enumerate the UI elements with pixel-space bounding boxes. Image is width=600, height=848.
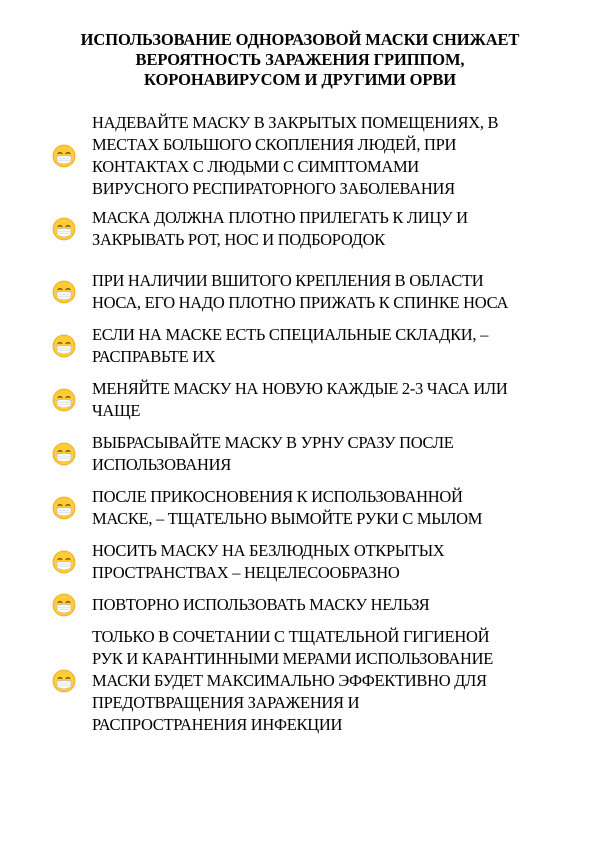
list-item-line: ВИРУСНОГО РЕСПИРАТОРНОГО ЗАБОЛЕВАНИЯ [92, 179, 455, 198]
face-with-medical-mask-icon [52, 593, 76, 617]
list-item-line: ЗАКРЫВАТЬ РОТ, НОС И ПОДБОРОДОК [92, 230, 385, 249]
list-item-line: ИСПОЛЬЗОВАНИЯ [92, 455, 231, 474]
face-with-medical-mask-icon [52, 496, 76, 520]
list-item [52, 540, 582, 584]
list-item-line: РАСПРОСТРАНЕНИЯ ИНФЕКЦИИ [92, 715, 343, 734]
list-item-line: ЕСЛИ НА МАСКЕ ЕСТЬ СПЕЦИАЛЬНЫЕ СКЛАДКИ, – [92, 325, 489, 344]
face-with-medical-mask-icon [52, 334, 76, 358]
list-item-line: РАСПРАВЬТЕ ИХ [92, 347, 216, 366]
title-line: КОРОНАВИРУСОМ И ДРУГИМИ ОРВИ [144, 70, 456, 89]
face-with-medical-mask-icon [52, 388, 76, 412]
face-with-medical-mask-icon [52, 144, 76, 168]
list-item [52, 207, 582, 251]
list-item-line: НАДЕВАЙТЕ МАСКУ В ЗАКРЫТЫХ ПОМЕЩЕНИЯХ, В [92, 113, 499, 132]
list-item-line: МАСКА ДОЛЖНА ПЛОТНО ПРИЛЕГАТЬ К ЛИЦУ И [92, 208, 468, 227]
list-item-text [92, 270, 582, 314]
list-item-text [92, 324, 582, 368]
list-item [52, 324, 582, 368]
list-item-line: ТОЛЬКО В СОЧЕТАНИИ С ТЩАТЕЛЬНОЙ ГИГИЕНОЙ [92, 627, 490, 646]
list-item-line: НОСА, ЕГО НАДО ПЛОТНО ПРИЖАТЬ К СПИНКЕ НОСА [92, 293, 509, 312]
face-with-medical-mask-icon [52, 217, 76, 241]
list-item-text [92, 432, 582, 476]
list-item-line: ПРОСТРАНСТВАХ – НЕЦЕЛЕСООБРАЗНО [92, 563, 400, 582]
title-line: ИСПОЛЬЗОВАНИЕ ОДНОРАЗОВОЙ МАСКИ СНИЖАЕТ [80, 30, 520, 49]
list-item-line: ЧАЩЕ [92, 401, 141, 420]
document-title [40, 30, 560, 90]
list-item-text [92, 594, 582, 616]
list-item-line: МАСКИ БУДЕТ МАКСИМАЛЬНО ЭФФЕКТИВНО ДЛЯ [92, 671, 487, 690]
list-item-line: ПРИ НАЛИЧИИ ВШИТОГО КРЕПЛЕНИЯ В ОБЛАСТИ [92, 271, 484, 290]
list-item-line: РУК И КАРАНТИННЫМИ МЕРАМИ ИСПОЛЬЗОВАНИЕ [92, 649, 494, 668]
list-item-line: МЕНЯЙТЕ МАСКУ НА НОВУЮ КАЖДЫЕ 2-3 ЧАСА ИЛИ [92, 379, 508, 398]
list-item-line: МЕСТАХ БОЛЬШОГО СКОПЛЕНИЯ ЛЮДЕЙ, ПРИ [92, 135, 457, 154]
list-item-line: НОСИТЬ МАСКУ НА БЕЗЛЮДНЫХ ОТКРЫТЫХ [92, 541, 445, 560]
face-with-medical-mask-icon [52, 280, 76, 304]
list-item-text [92, 540, 582, 584]
list-item-text [92, 486, 582, 530]
face-with-medical-mask-icon [52, 442, 76, 466]
list-item-text [92, 112, 582, 200]
list-item [52, 112, 582, 200]
list-item-line: ВЫБРАСЫВАЙТЕ МАСКУ В УРНУ СРАЗУ ПОСЛЕ [92, 433, 454, 452]
list-item-line: ПОВТОРНО ИСПОЛЬЗОВАТЬ МАСКУ НЕЛЬЗЯ [92, 595, 430, 614]
list-item-line: ПРЕДОТВРАЩЕНИЯ ЗАРАЖЕНИЯ И [92, 693, 360, 712]
list-item [52, 626, 582, 736]
list-item [52, 593, 582, 617]
list-item-text [92, 626, 582, 736]
list-item [52, 270, 582, 314]
list-item-line: МАСКЕ, – ТЩАТЕЛЬНО ВЫМОЙТЕ РУКИ С МЫЛОМ [92, 509, 483, 528]
title-line: ВЕРОЯТНОСТЬ ЗАРАЖЕНИЯ ГРИППОМ, [135, 50, 465, 69]
list-item [52, 378, 582, 422]
list-item-line: КОНТАКТАХ С ЛЮДЬМИ С СИМПТОМАМИ [92, 157, 419, 176]
list-item-text [92, 207, 582, 251]
face-with-medical-mask-icon [52, 669, 76, 693]
face-with-medical-mask-icon [52, 550, 76, 574]
list-item [52, 432, 582, 476]
list-item-line: ПОСЛЕ ПРИКОСНОВЕНИЯ К ИСПОЛЬЗОВАННОЙ [92, 487, 463, 506]
list-item-text [92, 378, 582, 422]
list-item [52, 486, 582, 530]
